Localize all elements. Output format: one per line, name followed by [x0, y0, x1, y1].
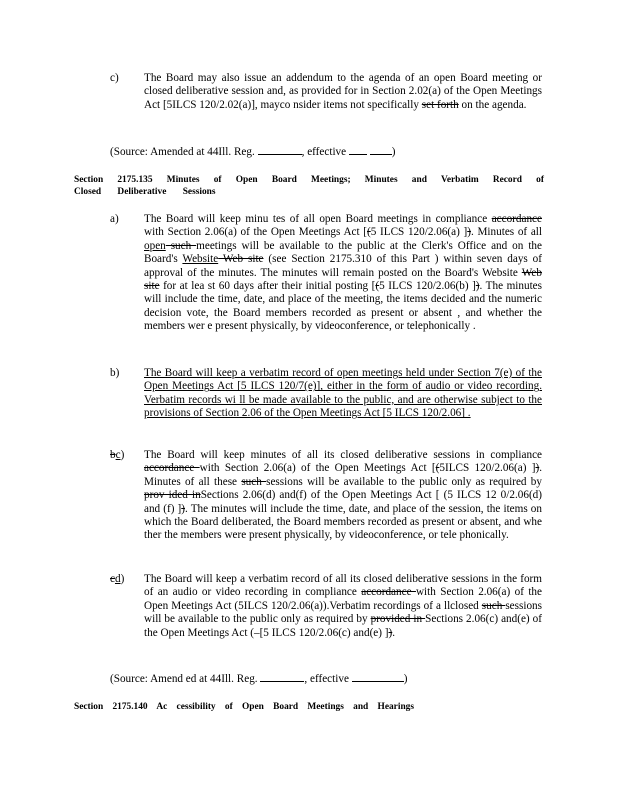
source-end: ) [391, 146, 396, 158]
section-heading [74, 701, 414, 713]
section-heading [74, 174, 544, 198]
source-note [110, 145, 550, 159]
struck-text: accordance [361, 586, 416, 599]
paragraph-body [144, 72, 542, 112]
struck-text: Web site [144, 266, 542, 293]
source-mid: , effective [304, 673, 349, 685]
source-note [110, 672, 550, 686]
blank-line [352, 672, 404, 682]
struck-text: ) [535, 462, 540, 475]
source-prefix: (Source: Amend ed at 44Ill. Reg. [110, 673, 258, 685]
paragraph-c [110, 449, 542, 543]
blank-line [349, 145, 367, 155]
source-mid: , effective [301, 146, 347, 158]
text-run: The Board will keep minutes of all its closed deliberative sessions in compliance [144, 449, 542, 461]
text-run: . The minutes will include the time, date, and place of the session, the items on which the Board deliberated, the Board members recorded as present or absent, and whe ther the members were present physically, by videoconference, or tele phonically. [144, 502, 542, 542]
section-heading-line1: Section 2175.135 Minutes of Open Board Meetings; Minutes and Verbatim Record of [74, 175, 544, 185]
struck-text: c [110, 573, 115, 585]
struck-text: ( [375, 280, 380, 293]
text-run: 5 ILCS 120/2.06(b) ] [379, 280, 476, 293]
struck-text: Web site [218, 253, 264, 266]
paragraph-d [110, 573, 542, 640]
text-run: sessions will be available to the public only as required by [144, 599, 542, 626]
struck-text: such [241, 475, 267, 488]
text-run: Sections 2.06(d) and(f) of the Open Meetings Act [ (5 ILCS 12 0/2.06(d) and (f) ] [144, 489, 542, 515]
paragraph-body [144, 213, 542, 334]
text-run: The Board may also issue an addendum to the agenda of an open Board meeting or closed deliberative session and, as provided for in Section 2.02(a) of the Open Meetings Act [5ILCS 120/2.02(a)], mayco nsider items not specifically [144, 72, 542, 111]
paragraph-body [144, 573, 542, 640]
text-run: with Section 2.06(a) of the Open Meetings Act [ [144, 226, 368, 239]
text-run: . [392, 626, 396, 639]
text-run: The Board will keep a verbatim record of all its closed deliberative sessions in the form of an audio or video recording in compliance [144, 573, 542, 599]
struck-text: such [481, 599, 506, 612]
text-run: The Board will keep minu tes of all open Board meetings in compliance [144, 213, 492, 225]
paragraph-label: b) [110, 367, 120, 379]
struck-text: prov ided in [144, 489, 201, 502]
paragraph-label: a) [110, 213, 119, 225]
inserted-text: open [144, 239, 166, 252]
text-run: ) [120, 449, 125, 461]
text-run: 5 ILCS 120/2.06(a) ] [370, 226, 468, 239]
text-run: (see Section 2175.310 of this Part ) within seven days of approval of the minutes. The minutes will remain posted on the Board's Website [144, 253, 542, 279]
text-run: . The minutes will include the time, date, and place of the meeting, the items decided and the numeric decision vote, the Board members recorded as present or absent , and whether the members wer e present physically, by videoconference, or telephonically . [144, 280, 542, 333]
paragraph-label: c) [110, 72, 119, 84]
text-run: . Minutes of all these [144, 462, 543, 488]
source-end: ) [403, 673, 408, 685]
text-run: Sections 2.06(c) and(e) of the Open Meetings Act ( [144, 613, 542, 639]
struck-text: ) [181, 502, 185, 515]
inserted-text: d [114, 573, 121, 585]
text-run: for at lea st 60 days after their initial posting [ [159, 280, 376, 293]
struck-text: ( [367, 226, 371, 239]
text-run: meetings will be available to the public at the Clerk's Office and on the Board's [144, 239, 542, 266]
section-heading-line2: Closed Deliberative Sessions [74, 187, 216, 197]
struck-text: ) [467, 226, 471, 239]
struck-text: b [110, 449, 116, 461]
text-run: ) [120, 573, 125, 585]
struck-text: such [165, 239, 197, 252]
inserted-text: c [115, 449, 121, 461]
text-run: . Minutes of all [470, 226, 542, 239]
text-run: with Section 2.06(a) of the Open Meetings Act [ [199, 462, 436, 475]
text-run: sessions will be available to the public only as required by [266, 475, 542, 488]
text-run: –[5 ILCS 120/2.06(c) and(e) ] [253, 626, 389, 639]
paragraph-c-addendum [110, 72, 542, 112]
blank-line [260, 672, 304, 682]
struck-text: ( [435, 462, 440, 475]
paragraph-label [110, 573, 140, 586]
struck-text: provided in [370, 613, 426, 626]
struck-text: ) [475, 280, 480, 293]
paragraph-label [110, 449, 140, 462]
text-run: 5ILCS 120/2.06(a) ] [439, 462, 536, 475]
struck-text: accordance [144, 462, 200, 475]
blank-line [370, 145, 392, 155]
section-heading-line1: Section 2175.140 Ac cessibility of Open Board Meetings and Hearings [74, 702, 414, 712]
text-run: with Section 2.06(a) of the Open Meetings Act (5ILCS 120/2.06(a)).Verbatim recordings of a llclosed [144, 586, 542, 612]
paragraph-b-inserted [110, 367, 542, 421]
blank-line [258, 145, 302, 155]
paragraph-a [110, 213, 542, 334]
inserted-text: Website [182, 253, 219, 266]
struck-text: accordance [491, 213, 542, 225]
paragraph-body [144, 449, 542, 543]
paragraph-body: The Board will keep a verbatim record of open meetings held under Section 7(e) of the Open Meetings Act [5 ILCS 120/7(e)], either in the form of audio or video recording. Verbatim records wi ll be made available to the public, and are otherwise subject to the provisions of Section 2.06 of the Open Meetings Act [5 ILCS 120/2.06] . [144, 367, 542, 420]
struck-text: set forth [421, 98, 459, 111]
text-run: on the agenda. [458, 98, 527, 111]
struck-text: ) [388, 626, 393, 639]
source-prefix: (Source: Amended at 44Ill. Reg. [110, 146, 255, 158]
